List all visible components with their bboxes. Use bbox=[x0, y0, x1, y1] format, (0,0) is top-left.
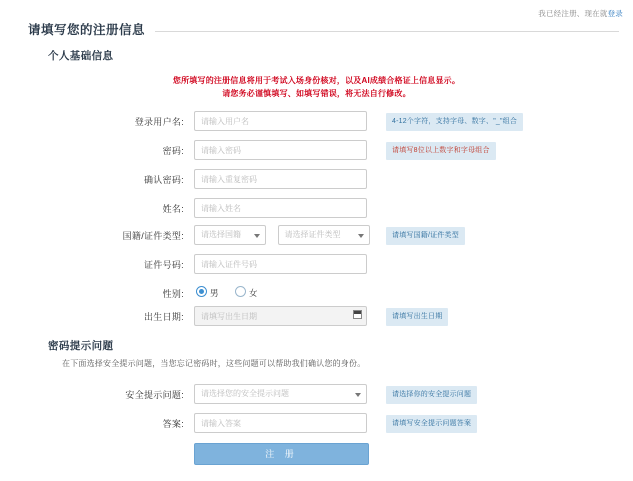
doc-number-input[interactable] bbox=[194, 254, 367, 274]
hint-username: 4-12个字符，支持字母、数字、"_"组合 bbox=[386, 113, 523, 131]
security-question-select[interactable] bbox=[194, 384, 367, 404]
row-gender bbox=[0, 283, 633, 305]
gender-radio-group bbox=[196, 283, 271, 303]
chevron-down-icon bbox=[254, 234, 260, 238]
label-password: 密码: bbox=[162, 146, 184, 156]
row-username bbox=[0, 111, 633, 133]
radio-unselected-icon bbox=[235, 286, 246, 297]
hint-birthday: 请填写出生日期 bbox=[386, 308, 448, 326]
section-title-basic-info: 个人基础信息 bbox=[48, 50, 114, 62]
gender-radio-male[interactable] bbox=[196, 288, 219, 298]
field-birthday bbox=[194, 306, 367, 326]
label-security-question: 安全提示问题: bbox=[125, 390, 184, 400]
page-title: 请填写您的注册信息 bbox=[28, 20, 155, 38]
row-answer bbox=[0, 413, 633, 435]
label-answer: 答案: bbox=[162, 419, 184, 429]
field-name bbox=[194, 198, 367, 218]
label-confirm-password: 确认密码: bbox=[143, 175, 184, 185]
register-submit-button[interactable]: 注 册 bbox=[194, 443, 369, 465]
nationality-select[interactable] bbox=[194, 225, 266, 245]
security-question-select-value: 请选择您的安全提示问题 bbox=[201, 389, 289, 398]
row-doc-number bbox=[0, 254, 633, 276]
nationality-select-value: 请选择国籍 bbox=[201, 230, 241, 239]
hint-nationality: 请填写国籍/证件类型 bbox=[386, 227, 465, 245]
calendar-icon[interactable] bbox=[353, 310, 362, 319]
name-input[interactable] bbox=[194, 198, 367, 218]
birthday-input[interactable] bbox=[194, 306, 367, 326]
section-note-password-hint: 在下面选择安全提示问题，当您忘记密码时，这些问题可以帮助我们确认您的身份。 bbox=[62, 359, 366, 368]
row-password bbox=[0, 140, 633, 162]
username-input[interactable] bbox=[194, 111, 367, 131]
label-name: 姓名: bbox=[162, 204, 184, 214]
warning-message bbox=[0, 74, 633, 100]
field-nationality bbox=[194, 225, 370, 245]
label-nationality: 国籍/证件类型: bbox=[122, 231, 184, 241]
section-title-password-hint: 密码提示问题 bbox=[48, 340, 114, 352]
answer-input[interactable] bbox=[194, 413, 367, 433]
page-header bbox=[28, 20, 619, 42]
gender-radio-female[interactable] bbox=[235, 288, 258, 298]
hint-answer: 请填写安全提示问题答案 bbox=[386, 415, 477, 433]
row-confirm-password bbox=[0, 169, 633, 191]
row-birthday bbox=[0, 306, 633, 328]
row-nationality bbox=[0, 225, 633, 247]
gender-male-label: 男 bbox=[210, 288, 219, 298]
field-answer bbox=[194, 413, 367, 433]
warning-line-1: 您所填写的注册信息将用于考试入场身份核对，以及AI成绩合格证上信息显示。 bbox=[172, 76, 461, 85]
hint-security-question: 请选择你的安全提示问题 bbox=[386, 386, 477, 404]
field-doc-number bbox=[194, 254, 367, 274]
label-doc-number: 证件号码: bbox=[143, 260, 184, 270]
top-login-bar bbox=[538, 8, 623, 19]
gender-female-label: 女 bbox=[248, 288, 258, 298]
password-input[interactable] bbox=[194, 140, 367, 160]
radio-selected-icon bbox=[196, 286, 207, 297]
chevron-down-icon bbox=[355, 393, 361, 397]
row-security-question bbox=[0, 384, 633, 406]
login-link[interactable]: 登录 bbox=[607, 9, 623, 18]
doc-type-select-value: 请选择证件类型 bbox=[284, 230, 341, 239]
warning-line-2: 请您务必谨慎填写、如填写错误，将无法自行修改。 bbox=[222, 89, 411, 98]
label-birthday: 出生日期: bbox=[143, 312, 184, 322]
confirm-password-input[interactable] bbox=[194, 169, 367, 189]
label-username: 登录用户名: bbox=[134, 117, 184, 127]
already-registered-text: 我已经注册、现在就 bbox=[538, 9, 608, 18]
doc-type-select[interactable] bbox=[278, 225, 370, 245]
field-password bbox=[194, 140, 367, 160]
hint-password: 请填写8位以上数字和字母组合 bbox=[386, 142, 496, 160]
label-gender: 性别: bbox=[162, 289, 184, 299]
field-security-question bbox=[194, 384, 367, 404]
row-name bbox=[0, 198, 633, 220]
birthday-date-wrapper bbox=[194, 306, 367, 326]
field-confirm-password bbox=[194, 169, 367, 189]
chevron-down-icon bbox=[358, 234, 364, 238]
field-username bbox=[194, 111, 367, 131]
